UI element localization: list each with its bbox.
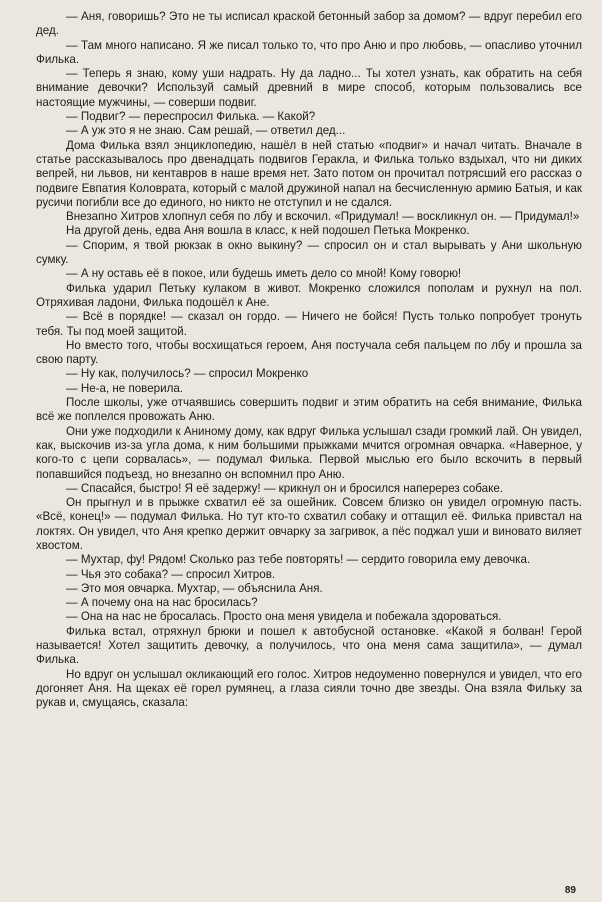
paragraph-1: — Аня, говоришь? Это не ты исписал краской бетонный забор за домом? — вдруг перебил его дед. <box>36 10 582 38</box>
paragraph-17: Они уже подходили к Аниному дому, как вдруг Филька услышал сзади громкий лай. Он увидел, как, выскочив из-за угла дома, к ним большими прыжками мчится огромная овчарка. «Наверное, у кого-то с цепи сорвалась», — подумал Филька. Первой мыслью его было вскочить в первый попавшийся подъезд, но внезапно он вспомнил про Аню. <box>36 424 582 481</box>
paragraph-26: Но вдруг он услышал окликающий его голос. Хитров недоуменно повернулся и увидел, что его догоняет Аня. На щеках её горел румянец, а глаза сияли точно две звезды. Она взяла Фильку за рукав и, смущаясь, сказала: <box>36 667 582 710</box>
paragraph-16: После школы, уже отчаявшись совершить подвиг и этим обратить на себя внимание, Филька всё же поплелся провожать Аню. <box>36 396 582 424</box>
paragraph-14: — Ну как, получилось? — спросил Мокренко <box>66 367 309 381</box>
paragraph-7: Внезапно Хитров хлопнул себя по лбу и вскочил. «Придумал! — воскликнул он. — Придумал!» <box>66 210 580 224</box>
paragraph-6: Дома Филька взял энциклопедию, нашёл в ней статью «подвиг» и начал читать. Вначале в статье рассказывалось про двенадцать подвигов Геракла, и Филька только вздыхал, что ни диких вепрей, ни львов, ни кентавров в наше время нет. Зато потом он прочитал потрясший его рассказ о подвиге Евпатия Коловрата, который с малой дружиной напал на бесчисленную армию Батыя, и как русичи погибли все до единого, но никто не отступил и не сдался. <box>36 138 582 209</box>
paragraph-13: Но вместо того, чтобы восхищаться героем, Аня постучала себя пальцем по лбу и прошла за свою парту. <box>36 338 582 367</box>
paragraph-25: Филька встал, отряхнул брюки и пошел к автобусной остановке. «Какой я болван! Герой называется! Хотел защитить девочку, а получилось, что она меня сама защитила», — думал Филька. <box>36 624 582 667</box>
story-text <box>36 10 582 711</box>
paragraph-20: — Мухтар, фу! Рядом! Сколько раз тебе повторять! — сердито говорила ему девочка. <box>66 553 531 567</box>
paragraph-2: — Там много написано. Я же писал только то, что про Аню и про любовь, — опасливо уточнил Филька. <box>36 38 582 66</box>
page-number: 89 <box>564 885 576 896</box>
paragraph-18: — Спасайся, быстро! Я её задержу! — крикнул он и бросился наперерез собаке. <box>66 481 504 495</box>
paragraph-12: — Всё в порядке! — сказал он гордо. — Ничего не бойся! Пусть только попробует тронуть тебя. Ты под моей защитой. <box>36 310 582 338</box>
paragraph-22: — Это моя овчарка. Мухтар, — объяснила Аня. <box>66 581 323 595</box>
paragraph-4: — Подвиг? — переспросил Филька. — Какой? <box>66 110 316 124</box>
paragraph-5: — А уж это я не знаю. Сам решай, — ответил дед... <box>66 124 346 138</box>
paragraph-23: — А почему она на нас бросилась? <box>66 596 258 610</box>
paragraph-3: — Теперь я знаю, кому уши надрать. Ну да ладно... Ты хотел узнать, как обратить на себя внимание девочки? Используй самый древний в мире способ, которым пользовались все настоящие мужчины, — соверши подвиг. <box>36 67 582 109</box>
paragraph-9: — Спорим, я твой рюкзак в окно выкину? — спросил он и стал вырывать у Ани школьную сумку. <box>36 238 582 267</box>
paragraph-21: — Чья это собака? — спросил Хитров. <box>66 567 276 581</box>
paragraph-8: На другой день, едва Аня вошла в класс, к ней подошел Петька Мокренко. <box>66 224 470 238</box>
paragraph-10: — А ну оставь её в покое, или будешь иметь дело со мной! Кому говорю! <box>66 267 462 281</box>
paragraph-19: Он прыгнул и в прыжке схватил её за ошейник. Совсем близко он увидел огромную пасть. «Всё, конец!» — подумал Филька. Но тут кто-то схватил собаку и оттащил её. Филька привстал на локтях. Он увидел, что Аня крепко держит овчарку за загривок, а пёс поджал уши и виновато виляет хвостом. <box>36 496 582 552</box>
paragraph-24: — Она на нас не бросалась. Просто она меня увидела и побежала здороваться. <box>66 610 502 624</box>
paragraph-15: — Не-а, не поверила. <box>66 381 184 395</box>
paragraph-11: Филька ударил Петьку кулаком в живот. Мокренко сложился пополам и рухнул на пол. Отряхивая ладони, Филька подошёл к Ане. <box>36 281 582 309</box>
